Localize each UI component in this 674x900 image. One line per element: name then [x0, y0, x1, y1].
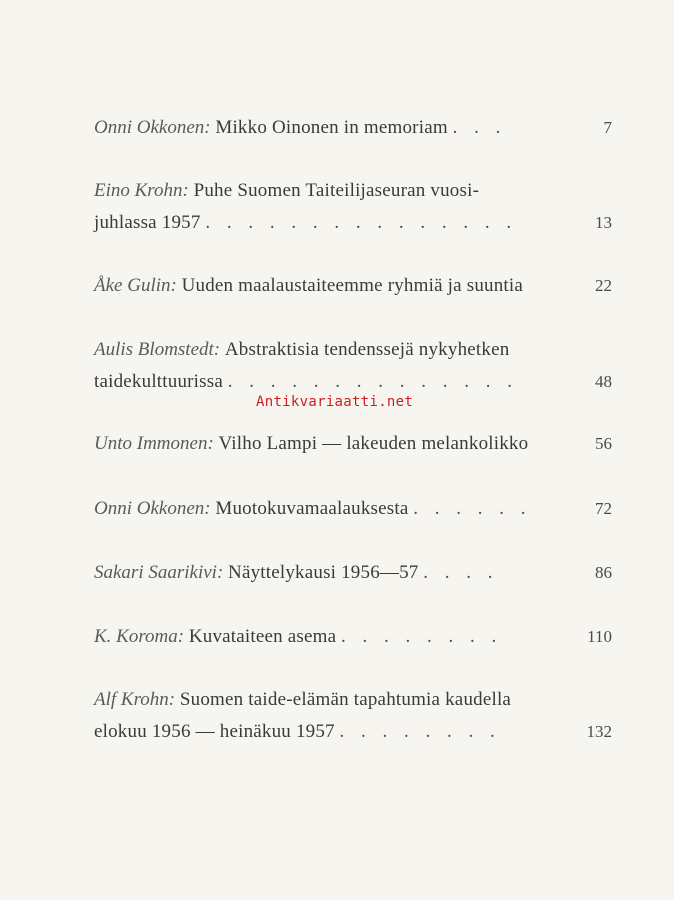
entry-title: Muotokuvamaalauksesta	[215, 498, 409, 519]
entry-author: Eino Krohn:	[94, 180, 189, 201]
toc-line	[94, 621, 612, 653]
toc-line	[94, 557, 612, 589]
entry-author: Alf Krohn:	[94, 689, 176, 710]
page-number: 13	[595, 213, 612, 232]
entry-author: Åke Gulin:	[94, 275, 177, 296]
leader-dots: . . .	[452, 117, 507, 138]
page-number: 48	[595, 372, 612, 391]
toc-line	[94, 428, 612, 460]
toc-entry	[94, 428, 612, 460]
toc-entry	[94, 557, 612, 589]
toc-line	[94, 684, 612, 716]
page-number: 132	[586, 722, 612, 741]
watermark-text: Antikvariaatti.net	[256, 394, 414, 410]
entry-title: Mikko Oinonen in memoriam	[215, 117, 448, 138]
entry-title: Kuvataiteen asema	[188, 626, 337, 647]
toc-entry	[94, 112, 612, 144]
toc-entry	[94, 621, 612, 653]
entry-title: Uuden maalaustaiteemme ryhmiä ja suuntia	[181, 275, 524, 296]
toc-line	[94, 175, 612, 207]
toc-entry	[94, 684, 612, 748]
leader-dots: . . . . . . . .	[341, 626, 503, 647]
entry-author: Sakari Saarikivi:	[94, 562, 224, 583]
entry-author: Onni Okkonen:	[94, 117, 211, 138]
leader-dots: . . . .	[423, 562, 499, 583]
entry-title: Suomen taide-elämän tapahtumia kaudella	[179, 689, 512, 710]
entry-author: K. Koroma:	[94, 626, 185, 647]
page-number: 86	[595, 563, 612, 582]
page-number: 72	[595, 499, 612, 518]
entry-title-continued: taidekulttuurissa	[94, 371, 223, 392]
page-number: 110	[587, 627, 612, 646]
page-number: 56	[595, 434, 612, 453]
leader-dots: . . . . . . . .	[339, 721, 501, 742]
entry-title: Vilho Lampi — lakeuden melankolikko	[218, 433, 529, 454]
page-number: 22	[595, 276, 612, 295]
toc-line	[94, 270, 612, 302]
toc-line	[94, 207, 612, 239]
page-number: 7	[603, 118, 612, 137]
leader-dots: . . . . . . . . . . . . . . .	[205, 212, 518, 233]
entry-author: Aulis Blomstedt:	[94, 339, 221, 360]
toc-entry	[94, 175, 612, 239]
entry-title: Puhe Suomen Taiteilijaseuran vuosi-	[193, 180, 480, 201]
toc-line	[94, 716, 612, 748]
entry-title: Näyttelykausi 1956—57	[228, 562, 419, 583]
leader-dots: . . . . . . . . . . . . . .	[227, 371, 518, 392]
entry-title-continued: juhlassa 1957	[94, 212, 201, 233]
entry-title-continued: elokuu 1956 — heinäkuu 1957	[94, 721, 335, 742]
leader-dots: . . . . . .	[413, 498, 532, 519]
entry-author: Unto Immonen:	[94, 433, 214, 454]
toc-line	[94, 112, 612, 144]
toc-line	[94, 334, 612, 366]
toc-entry	[94, 270, 612, 302]
entry-title: Abstraktisia tendenssejä nykyhetken	[224, 339, 510, 360]
toc-entry	[94, 493, 612, 525]
toc-line	[94, 493, 612, 525]
entry-author: Onni Okkonen:	[94, 498, 211, 519]
toc-entry	[94, 334, 612, 398]
